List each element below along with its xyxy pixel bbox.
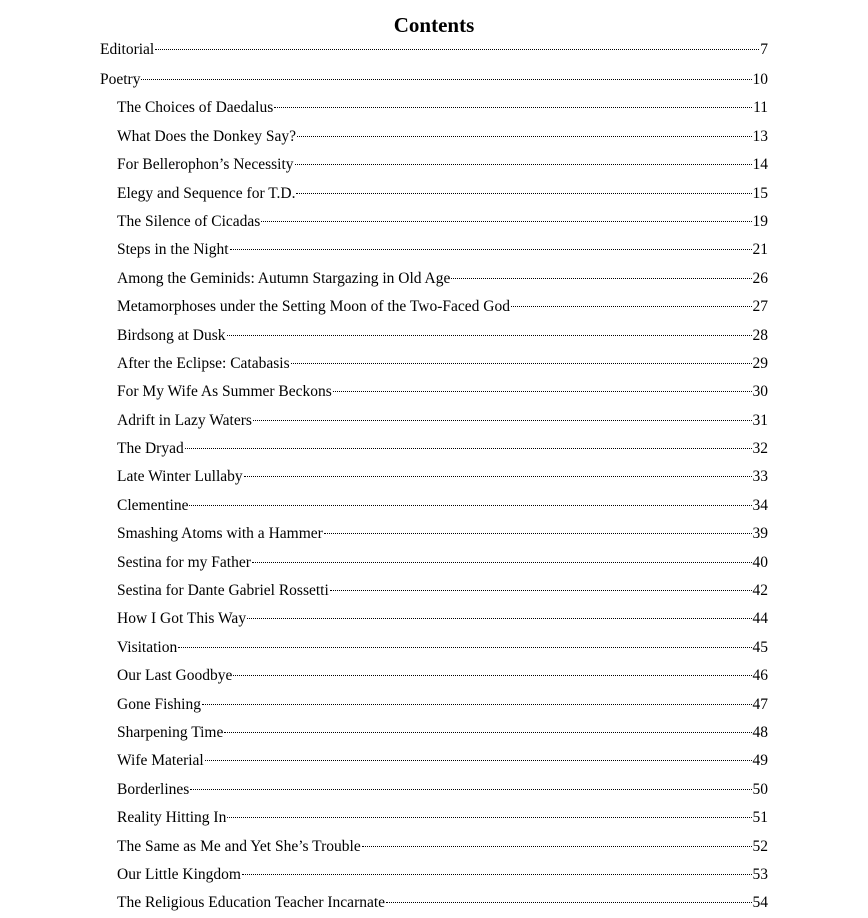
toc-entry-title: Editorial [100,41,155,58]
toc-entry-title: Borderlines [117,780,190,798]
toc-entry-title: The Silence of Cicadas [117,212,261,230]
toc-entry-page: 50 [752,780,768,798]
table-of-contents [100,36,768,918]
toc-entry[interactable] [100,463,768,491]
toc-entry[interactable] [100,322,768,350]
toc-entry-page: 44 [752,610,768,628]
toc-entry-page: 13 [752,127,768,145]
toc-entry[interactable] [100,265,768,293]
dot-leader [261,221,751,222]
toc-entry[interactable] [100,804,768,832]
toc-entry[interactable] [100,747,768,775]
dot-leader [386,902,751,903]
toc-entry-page: 11 [753,99,768,117]
toc-entry-title: How I Got This Way [117,610,247,628]
toc-entry-title: Among the Geminids: Autumn Stargazing in Old Age [117,269,451,287]
toc-entry-page: 33 [752,468,768,486]
toc-entry[interactable] [100,662,768,690]
toc-entry[interactable] [100,293,768,321]
toc-entry-page: 53 [752,865,768,883]
toc-entry-page: 28 [752,326,768,344]
toc-entry[interactable] [100,492,768,520]
toc-entry-page: 19 [752,212,768,230]
toc-entry-title: Metamorphoses under the Setting Moon of the Two-Faced God [117,298,510,316]
toc-entry-title: Smashing Atoms with a Hammer [117,525,323,543]
dot-leader [141,79,751,80]
dot-leader [247,618,751,619]
toc-entry-title: The Religious Education Teacher Incarnate [117,894,386,912]
dot-leader [253,420,752,421]
dot-leader [202,704,752,705]
toc-entry-page: 15 [752,184,768,202]
toc-entry-page: 48 [752,723,768,741]
toc-entry-page: 54 [752,894,768,912]
toc-entry-page: 52 [752,837,768,855]
dot-leader [242,874,752,875]
toc-entry-title: Elegy and Sequence for T.D. [117,184,296,202]
dot-leader [233,675,751,676]
toc-entry-page: 42 [752,582,768,600]
toc-entry[interactable] [100,520,768,548]
toc-entry[interactable] [100,634,768,662]
toc-entry[interactable] [100,208,768,236]
toc-entry-page: 49 [752,752,768,770]
toc-entry[interactable] [100,719,768,747]
toc-entry[interactable] [100,833,768,861]
toc-entry-title: Clementine [117,496,189,514]
toc-entry[interactable] [100,577,768,605]
toc-entry[interactable] [100,350,768,378]
dot-leader [295,164,752,165]
toc-entry[interactable] [100,861,768,889]
toc-entry-title: Birdsong at Dusk [117,326,226,344]
toc-entry[interactable] [100,236,768,264]
toc-entry[interactable] [100,180,768,208]
toc-entry-title: Our Last Goodbye [117,667,233,685]
dot-leader [296,193,751,194]
toc-entry[interactable] [100,776,768,804]
toc-entry-page: 34 [752,496,768,514]
dot-leader [362,846,752,847]
toc-entry-title: The Dryad [117,440,184,458]
dot-leader [230,249,752,250]
toc-entry-title: Sharpening Time [117,723,224,741]
toc-entry[interactable] [100,435,768,463]
dot-leader [155,49,759,50]
toc-entry-page: 30 [752,383,768,401]
toc-entry-page: 21 [752,241,768,259]
dot-leader [227,335,752,336]
toc-entry-title: Our Little Kingdom [117,865,241,883]
toc-entry-title: Adrift in Lazy Waters [117,411,252,429]
toc-entry[interactable] [100,151,768,179]
toc-entry-title: The Same as Me and Yet She’s Trouble [117,837,361,855]
toc-entry-page: 47 [752,695,768,713]
dot-leader [252,562,752,563]
toc-entry-page: 32 [752,440,768,458]
dot-leader [244,476,752,477]
dot-leader [189,505,751,506]
page-title: Contents [393,13,475,37]
toc-entry-title: Sestina for my Father [117,553,251,571]
dot-leader [511,306,752,307]
toc-entry-title: Steps in the Night [117,241,229,259]
toc-entry-page: 14 [752,156,768,174]
toc-entry[interactable] [100,605,768,633]
dot-leader [224,732,751,733]
dot-leader [330,590,752,591]
dot-leader [227,817,751,818]
toc-entry-title: Poetry [100,70,141,88]
toc-entry-page: 10 [752,70,768,88]
dot-leader [333,391,752,392]
toc-entry-page: 51 [752,809,768,827]
toc-entry[interactable] [100,407,768,435]
toc-entry-page: 29 [752,354,768,372]
toc-entry-page: 27 [752,298,768,316]
toc-entry-page: 40 [752,553,768,571]
toc-entry[interactable] [100,889,768,917]
dot-leader [185,448,752,449]
dot-leader [297,136,751,137]
toc-entry-page: 26 [752,269,768,287]
dot-leader [291,363,752,364]
toc-entry-page: 31 [752,411,768,429]
toc-entry-title: Wife Material [117,752,204,770]
toc-entry-poetry[interactable] [100,66,768,94]
toc-entry[interactable] [100,691,768,719]
toc-entry-title: For Bellerophon’s Necessity [117,156,294,174]
toc-entry-title: Reality Hitting In [117,809,227,827]
toc-entry[interactable] [100,549,768,577]
toc-entry-title: Gone Fishing [117,695,201,713]
toc-entry-page: 46 [752,667,768,685]
dot-leader [274,107,752,108]
toc-entry[interactable] [100,378,768,406]
dot-leader [205,760,752,761]
toc-entry-title: Visitation [117,638,178,656]
toc-entry-page: 39 [752,525,768,543]
toc-entry-title: What Does the Donkey Say? [117,127,297,145]
toc-entry-title: Late Winter Lullaby [117,468,243,486]
toc-entry[interactable] [100,123,768,151]
toc-entry-editorial[interactable] [100,36,768,64]
toc-entry-title: For My Wife As Summer Beckons [117,383,332,401]
toc-entry-title: Sestina for Dante Gabriel Rossetti [117,582,329,600]
toc-entry-title: The Choices of Daedalus [117,99,274,117]
dot-leader [451,278,751,279]
toc-entry-title: After the Eclipse: Catabasis [117,354,290,372]
dot-leader [178,647,751,648]
toc-entry-page: 7 [760,41,768,58]
dot-leader [190,789,751,790]
toc-entry[interactable] [100,94,768,122]
toc-entry-page: 45 [752,638,768,656]
dot-leader [324,533,752,534]
